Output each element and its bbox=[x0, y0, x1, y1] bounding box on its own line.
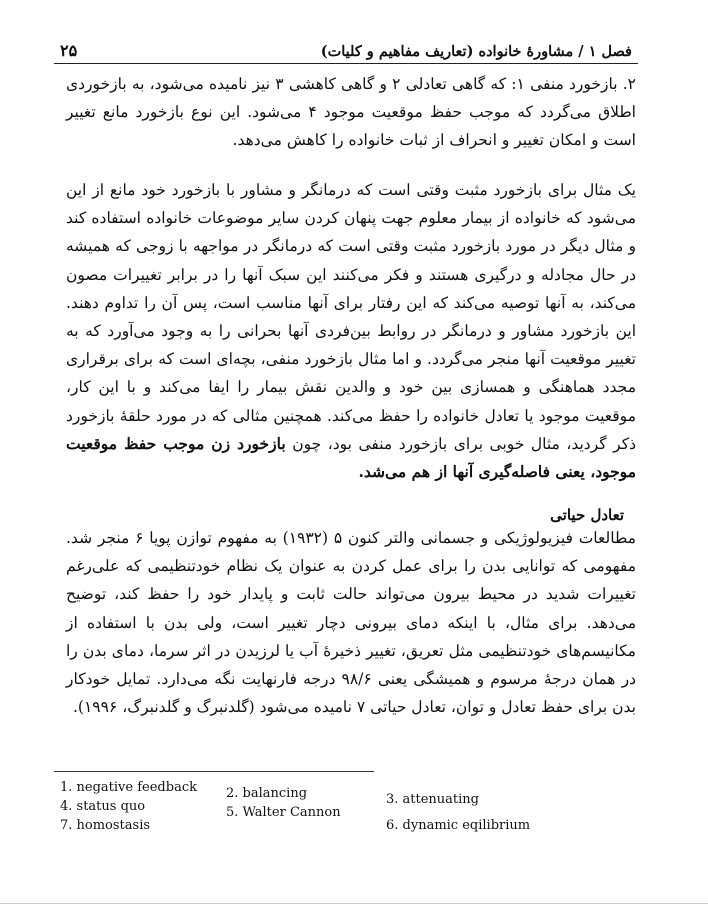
footnote-5: 5. Walter Cannon bbox=[226, 805, 341, 820]
running-header bbox=[60, 34, 632, 60]
footnote-6: 6. dynamic eqilibrium bbox=[386, 818, 531, 833]
paragraph-1-text: ۲. بازخورد منفی ۱: که گاهی تعادلی ۲ و گاهی کاهشی ۳ نیز نامیده می‌شود، به بازخوردی اطلاق می‌گردد که موجب حفظ موقعیت موجود ۴ می‌شود. این نوع بازخورد مانع تغییر است و امکان تغییر و انحراف از ثبات خانواده را کاهش می‌دهد. bbox=[66, 75, 636, 150]
paragraph-homeostasis bbox=[66, 524, 636, 721]
footnote-rule bbox=[54, 771, 374, 772]
paragraph-2-text: یک مثال برای بازخورد مثبت وقتی است که درمانگر و مشاور با بازخورد خود مانع از این می‌شود که خانواده از بیمار معلوم جهت پنهان کردن سایر موضوعات خانواده استفاده کند و مثال دیگر در مورد بازخورد مثبت وقتی است که درمانگر در مواجهه با زوجی که همیشه در حال مجادله و درگیری هستند و فکر می‌کنند این سبک آنها را در برابر تغییرات مصون می‌کند، به آنها توصیه می‌کند که این رفتار برای آنها مناسب است، پس آن را تداوم دهند. این بازخورد مشاور و درمانگر در روابط بین‌فردی آنها بحرانی را به وجود می‌آورد که به تغییر موقعیت آنها منجر می‌گردد. و اما مثال بازخورد منفی، بچه‌ای است که برای برقراری مجدد هماهنگی و همسازی بین خود و والدین نقش بیمار را ایفا می‌کند و با این کار، موقعیت موجود یا تعادل خانواده را حفظ می‌کند. همچنین مثالی که در مورد حلقهٔ بازخورد ذکر گردید، مثال خوبی برای بازخورد منفی بود، چون bbox=[66, 181, 636, 453]
paragraph-negative-feedback bbox=[66, 70, 636, 155]
paragraph-examples bbox=[66, 176, 636, 486]
page-number: ۲۵ bbox=[60, 41, 78, 60]
paragraph-2-end: بازخورد زن موجب حفظ موقعیت موجود، یعنی فاصله‌گیری آنها از هم می‌شد. bbox=[66, 433, 636, 482]
footnote-2: 2. balancing bbox=[226, 786, 308, 801]
footnote-4: 4. status quo bbox=[60, 799, 146, 814]
header-rule bbox=[54, 63, 638, 64]
paragraph-3-text: مطالعات فیزیولوژیکی و جسمانی والتر کنون ۵ (۱۹۳۲) به مفهوم توازن پویا ۶ منجر شد. مفهومی که توانایی بدن را برای عمل کردن به عنوان یک نظام خودتنظیمی که علی‌رغم تغییرات شدید در محیط بیرون می‌تواند حالت ثابت و پایدار خود را حفظ کند، توضیح می‌دهد. برای مثال، با اینکه دمای بیرونی دچار تغییر است، ولی بدن با استفاده از مکانیسم‌های خودتنظیمی مثل تعریق، تغییر ذخیرهٔ آب یا لرزیدن در اثر سرما، دمای بدن را در همان درجهٔ مرسوم و همیشگی یعنی ۹۸/۶ درجه فارنهایت نگه می‌دارد. تمایل خودکار بدن برای حفظ تعادل و توان، تعادل حیاتی ۷ نامیده می‌شود (گلدنبرگ و گلدنبرگ، ۱۹۹۶). bbox=[66, 529, 637, 717]
footnote-3: 3. attenuating bbox=[386, 792, 479, 807]
footnotes bbox=[60, 778, 560, 848]
footnote-7: 7. homostasis bbox=[60, 818, 151, 833]
section-heading-homeostasis: تعادل حیاتی bbox=[550, 506, 624, 524]
chapter-title: فصل ۱ / مشاورهٔ خانواده (تعاریف مفاهیم و کلیات) bbox=[320, 43, 632, 60]
scan-bottom-edge bbox=[0, 903, 708, 904]
footnote-1: 1. negative feedback bbox=[60, 780, 197, 795]
